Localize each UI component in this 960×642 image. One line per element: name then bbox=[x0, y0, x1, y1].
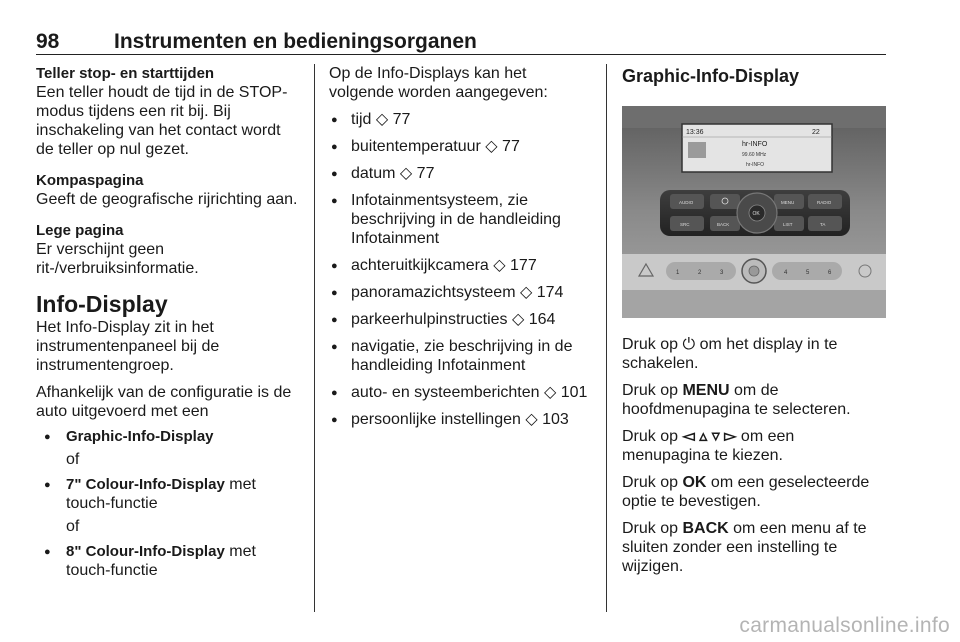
list-item: ● Infotainmentsysteem, zie beschrijving in de handleiding Infotainment bbox=[329, 191, 595, 248]
display-options-list-3 bbox=[36, 542, 298, 580]
instruction-power bbox=[622, 335, 886, 373]
list-item bbox=[36, 475, 298, 513]
instruction-menu bbox=[622, 381, 886, 419]
screen-sub: hr-INFO bbox=[746, 162, 765, 168]
section-title-compass: Kompaspagina bbox=[36, 172, 144, 189]
src-button-label: SRC bbox=[680, 222, 690, 227]
section-title-stop-start: Teller stop- en starttijden bbox=[36, 65, 215, 82]
dashboard-bottom bbox=[622, 290, 886, 318]
instruction-text: Druk op bbox=[622, 474, 683, 491]
screen-temp: 22 bbox=[812, 129, 820, 136]
preset-button-5[interactable]: 5 bbox=[806, 270, 810, 276]
list-item: ● persoonlijke instellingen ◇ 103 bbox=[329, 410, 595, 429]
section-text-stop-start: Een teller houdt de tijd in de STOP-modus tijdens een rit bij. Bij inschakeling van het contact wordt de teller op nul gezet. bbox=[36, 84, 288, 158]
or-text: of bbox=[66, 451, 80, 468]
paragraph-configuration: Afhankelijk van de configuratie is de auto uitgevoerd met een bbox=[36, 384, 292, 420]
screen-frequency: 99.60 MHz bbox=[742, 152, 767, 158]
paragraph-intro: Op de Info-Displays kan het volgende worden aangegeven: bbox=[329, 65, 548, 101]
screen-time: 13:36 bbox=[686, 129, 704, 136]
section-title-blank-page: Lege pagina bbox=[36, 222, 124, 239]
page-number: 98 bbox=[36, 30, 60, 53]
instruction-arrows bbox=[622, 427, 886, 465]
radio-icon bbox=[688, 142, 706, 158]
instruction-text: Druk op bbox=[622, 382, 683, 399]
section-text-blank-page: Er verschijnt geen rit-/verbruiksinformatie. bbox=[36, 241, 199, 277]
heading-graphic-info-display: Graphic-Info-Display bbox=[622, 66, 800, 86]
screen-station: hr-INFO bbox=[742, 141, 768, 148]
audio-button-label: AUDIO bbox=[679, 200, 694, 205]
list-item: ● achteruitkijkcamera ◇ 177 bbox=[329, 256, 595, 275]
ta-button-label: TA bbox=[820, 222, 826, 227]
preset-button-6[interactable]: 6 bbox=[828, 270, 832, 276]
column-divider-2 bbox=[606, 64, 607, 612]
instruction-text: om een menu af te sluiten zonder een instelling te wijzigen. bbox=[622, 520, 867, 575]
column-divider-1 bbox=[314, 64, 315, 612]
column-1 bbox=[36, 64, 298, 584]
instruction-back bbox=[622, 519, 886, 576]
preset-button-1[interactable]: 1 bbox=[676, 270, 680, 276]
display-options-list bbox=[36, 427, 298, 446]
list-item bbox=[36, 427, 298, 446]
instruction-text: Druk op bbox=[622, 520, 683, 537]
instruction-text: om het display in te schakelen. bbox=[622, 336, 838, 372]
option-graphic-info-display: Graphic-Info-Display bbox=[66, 428, 214, 445]
list-item: ● tijd ◇ 77 bbox=[329, 110, 595, 129]
list-item: ● panoramazichtsysteem ◇ 174 bbox=[329, 283, 595, 302]
menu-key-label: MENU bbox=[682, 382, 730, 399]
or-text: of bbox=[66, 518, 80, 535]
section-text-compass: Geeft de geografische rijrichting aan. bbox=[36, 191, 298, 208]
option-8-colour-info-display: 8" Colour-Info-Display bbox=[66, 543, 225, 560]
page-title: Instrumenten en bedieningsorganen bbox=[114, 30, 477, 53]
control-panel-photo bbox=[622, 106, 886, 318]
instruction-text: Druk op bbox=[622, 336, 683, 353]
list-item bbox=[36, 542, 298, 580]
arrow-keys-icon: ◅ ▵ ▿ ▻ bbox=[682, 428, 737, 445]
phone-button[interactable] bbox=[710, 194, 740, 209]
list-item: ● parkeerhulpinstructies ◇ 164 bbox=[329, 310, 595, 329]
preset-button-4[interactable]: 4 bbox=[784, 270, 788, 276]
instruction-ok bbox=[622, 473, 886, 511]
option-suffix: met touch-functie bbox=[66, 476, 256, 512]
column-3 bbox=[622, 64, 886, 584]
heading-info-display: Info-Display bbox=[36, 291, 168, 317]
column-2 bbox=[329, 64, 595, 437]
power-icon bbox=[749, 266, 759, 276]
instruction-text: om een geselecteerde optie te bevestigen. bbox=[622, 474, 870, 510]
list-item: ● datum ◇ 77 bbox=[329, 164, 595, 183]
page-header bbox=[36, 30, 886, 55]
option-7-colour-info-display: 7" Colour-Info-Display bbox=[66, 476, 225, 493]
ok-key-label: OK bbox=[682, 474, 707, 491]
instruction-text: om een menupagina te kiezen. bbox=[622, 428, 795, 464]
display-contents-list bbox=[329, 110, 595, 429]
ok-button-label: OK bbox=[752, 211, 760, 217]
list-item: ● buitentemperatuur ◇ 77 bbox=[329, 137, 595, 156]
preset-button-2[interactable]: 2 bbox=[698, 270, 702, 276]
paragraph-location: Het Info-Display zit in het instrumentenpaneel bij de instrumentengroep. bbox=[36, 319, 220, 374]
back-key-label: BACK bbox=[682, 520, 729, 537]
instruction-text: Druk op bbox=[622, 428, 683, 445]
list-item: ● auto- en systeemberichten ◇ 101 bbox=[329, 383, 595, 402]
option-suffix: met touch-functie bbox=[66, 543, 256, 579]
list-item: ● navigatie, zie beschrijving in de handleiding Infotainment bbox=[329, 337, 595, 375]
instruction-text: om de hoofdmenupagina te selecteren. bbox=[622, 382, 851, 418]
preset-button-3[interactable]: 3 bbox=[720, 270, 724, 276]
menu-button-label: MENU bbox=[781, 200, 795, 205]
radio-button-label: RADIO bbox=[817, 200, 832, 205]
watermark: carmanualsonline.info bbox=[739, 614, 950, 637]
back-button-label: BACK bbox=[717, 222, 730, 227]
list-button-label: LIST bbox=[783, 222, 793, 227]
power-symbol-icon: ⏻ bbox=[682, 336, 696, 353]
display-options-list-2 bbox=[36, 475, 298, 513]
